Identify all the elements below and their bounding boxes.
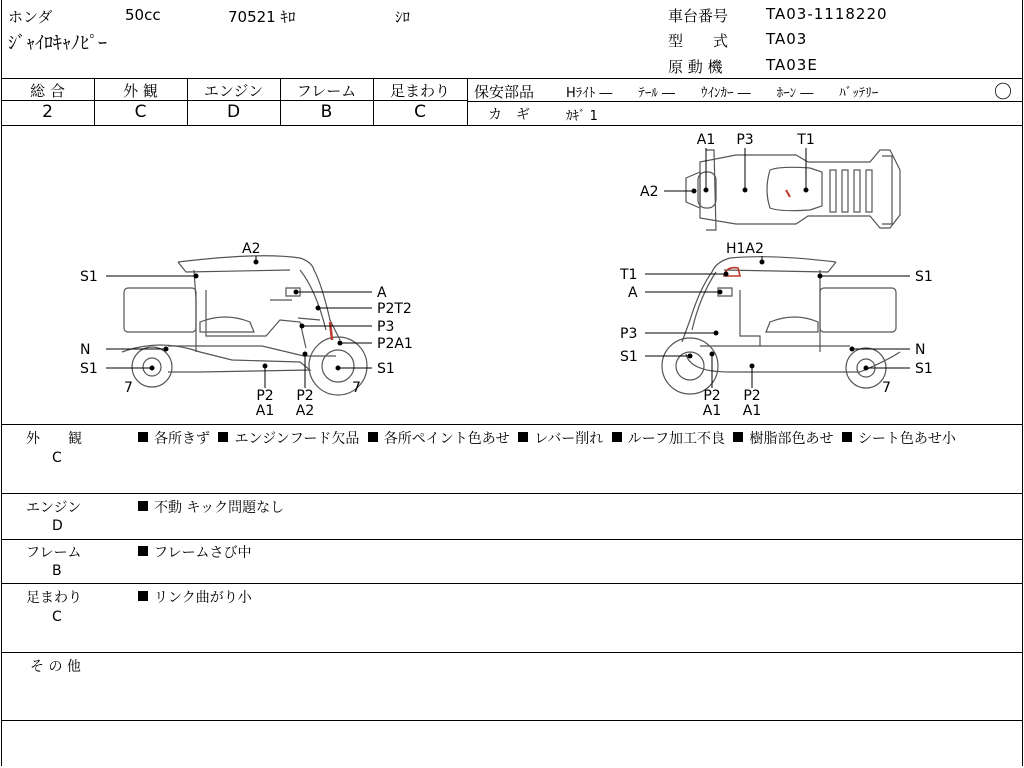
grade-header-frame: フレーム xyxy=(296,82,357,100)
divider xyxy=(1,424,1022,425)
battery-ok-mark: 〇 xyxy=(994,82,1012,103)
key-label: カ ギ xyxy=(488,107,530,123)
grade-suspension: C xyxy=(414,102,426,122)
label-right-a: A xyxy=(628,285,638,301)
frame-no-label: 車台番号 xyxy=(668,7,729,25)
displacement: 50cc xyxy=(125,6,161,24)
frame-no: TA03-1118220 xyxy=(766,5,888,23)
label-right-t1: T1 xyxy=(620,267,638,283)
bullet-icon xyxy=(368,432,378,442)
divider xyxy=(1,493,1022,494)
divider xyxy=(467,78,468,125)
bullet-icon xyxy=(612,432,622,442)
note-grade-suspension: C xyxy=(52,609,62,625)
grade-header-overall: 総 合 xyxy=(30,82,65,100)
label-left-7-front: 7 xyxy=(124,380,133,396)
label-right-s1-front: S1 xyxy=(620,349,638,365)
bullet-icon xyxy=(138,432,148,442)
label-top-a1: A1 xyxy=(696,132,716,148)
label-left-a: A xyxy=(377,285,387,301)
grade-frame: B xyxy=(320,102,333,122)
label-left-p3: P3 xyxy=(377,319,395,335)
label-right-s1-bottom: S1 xyxy=(915,361,933,377)
note-text-engine-body: 不動 キック問題なし xyxy=(154,500,285,516)
label-left-s1-rear: S1 xyxy=(377,361,395,377)
note-label-exterior: 外 観 xyxy=(26,431,82,447)
label-right-h1a2: H1A2 xyxy=(726,241,764,257)
divider xyxy=(1,78,1022,79)
engine-label: 原 動 機 xyxy=(668,58,723,76)
divider xyxy=(1,652,1022,653)
note-text-exterior-body: 各所きず エンジンフード欠品 各所ペイント色あせ レバー削れ ルーフ加工不良 樹脂部色あせ シート色あせ小 xyxy=(154,431,956,447)
note-text-suspension xyxy=(134,587,252,607)
label-left-n: N xyxy=(80,342,91,358)
body-color: ｼﾛ xyxy=(395,8,411,26)
divider xyxy=(1,539,1022,540)
note-text-exterior xyxy=(134,428,1010,450)
right-view-scooter xyxy=(662,257,900,394)
label-right-a1-a: A1 xyxy=(702,403,722,419)
note-grade-engine: D xyxy=(52,518,63,534)
note-label-frame: フレーム xyxy=(26,545,82,561)
label-left-p2-a: P2 xyxy=(256,388,274,404)
label-right-p3: P3 xyxy=(620,326,638,342)
note-text-suspension-body: リンク曲がり小 xyxy=(154,590,252,606)
label-left-p2t2: P2T2 xyxy=(377,301,412,317)
grade-overall: 2 xyxy=(42,102,53,122)
grade-exterior: C xyxy=(134,102,147,122)
note-label-suspension: 足まわり xyxy=(26,590,82,606)
label-left-a1: A1 xyxy=(255,403,275,419)
maker: ホンダ xyxy=(8,8,53,26)
label-right-p2-a: P2 xyxy=(703,388,721,404)
label-top-t1: T1 xyxy=(797,132,815,148)
bullet-icon xyxy=(138,546,148,556)
note-grade-frame: B xyxy=(52,563,62,579)
note-grade-exterior: C xyxy=(52,450,62,466)
label-left-7-rear: 7 xyxy=(352,380,361,396)
bullet-icon xyxy=(218,432,228,442)
divider xyxy=(467,101,1022,102)
bullet-icon xyxy=(518,432,528,442)
safety-items: Hﾗｲﾄ ― ﾃｰﾙ ― ｳｲﾝｶｰ ― ﾎｰﾝ ― ﾊﾞｯﾃﾘｰ xyxy=(566,86,879,101)
type-value: TA03 xyxy=(766,30,808,48)
label-right-7: 7 xyxy=(882,380,891,396)
label-top-p3: P3 xyxy=(736,132,754,148)
divider xyxy=(1,583,1022,584)
engine-value: TA03E xyxy=(766,56,818,74)
grade-header-exterior: 外 観 xyxy=(123,82,158,100)
bullet-icon xyxy=(842,432,852,442)
note-label-other: そ の 他 xyxy=(30,659,81,675)
label-left-p2-b: P2 xyxy=(296,388,314,404)
label-right-p2-b: P2 xyxy=(743,388,761,404)
note-text-frame xyxy=(134,542,251,562)
mileage: 70521 ｷﾛ xyxy=(228,8,296,26)
damage-mark-top xyxy=(786,190,790,197)
grade-engine: D xyxy=(226,102,241,122)
note-text-engine xyxy=(134,497,284,517)
condition-diagram xyxy=(0,126,1024,424)
label-left-s1-top: S1 xyxy=(80,269,98,285)
label-right-n: N xyxy=(915,342,926,358)
label-left-p2a1: P2A1 xyxy=(377,336,413,352)
label-right-s1-top: S1 xyxy=(915,269,933,285)
label-left-s1-bottom: S1 xyxy=(80,361,98,377)
key-value: ｶｷﾞ 1 xyxy=(566,109,598,124)
divider xyxy=(1,720,1022,721)
label-left-a2-bottom: A2 xyxy=(295,403,315,419)
label-left-a2: A2 xyxy=(242,241,261,257)
bullet-icon xyxy=(138,591,148,601)
grade-header-engine: エンジン xyxy=(203,82,264,100)
label-right-a1-b: A1 xyxy=(742,403,762,419)
note-label-engine: エンジン xyxy=(26,500,82,516)
safety-label: 保安部品 xyxy=(474,83,535,101)
note-text-frame-body: フレームさび中 xyxy=(154,545,252,561)
bullet-icon xyxy=(733,432,743,442)
top-view-scooter xyxy=(686,150,900,230)
grade-header-suspension: 足まわり xyxy=(389,82,450,100)
type-label: 型 式 xyxy=(668,32,729,50)
bullet-icon xyxy=(138,501,148,511)
label-top-a2: A2 xyxy=(640,184,659,200)
model-name: ｼﾞｬｲﾛｷｬﾉﾋﾟｰ xyxy=(8,33,107,54)
